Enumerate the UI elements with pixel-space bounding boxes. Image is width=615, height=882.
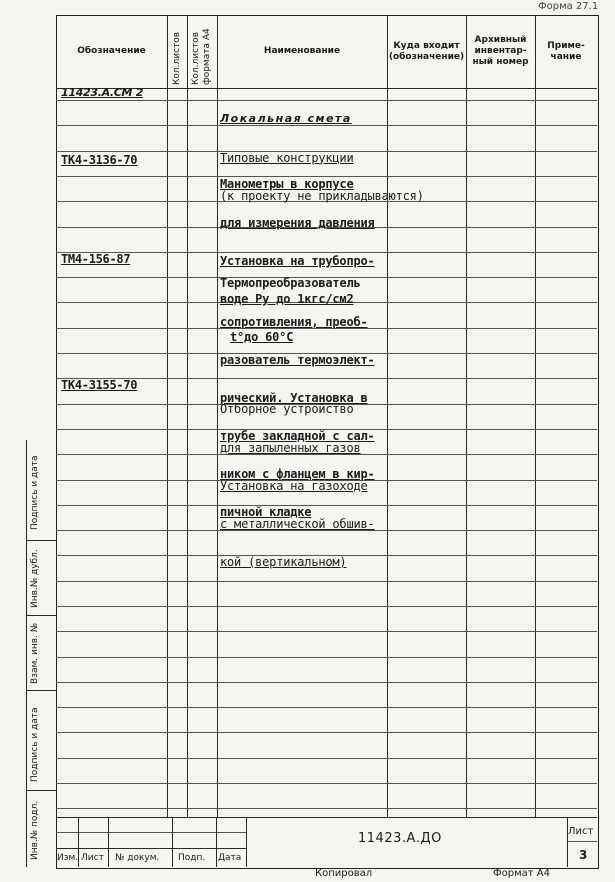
table-row-line	[56, 758, 597, 759]
table-row-line	[56, 732, 597, 733]
sheet-number: 3	[579, 848, 588, 862]
header-where-included: Куда входит (обозначение)	[388, 40, 465, 62]
tb-col	[216, 817, 217, 867]
side-divider	[26, 615, 56, 616]
entry-name-line: сопротивления, преоб-	[220, 314, 368, 329]
header-sheets-format: Кол.листов формата А4	[191, 28, 212, 85]
entry-name-line: Манометры в корпусе	[220, 177, 354, 192]
tb-label-izm: Изм.	[57, 853, 79, 863]
entry-name-line: ником с фланцем в кир-	[220, 466, 375, 481]
title-block-top	[56, 817, 597, 818]
entry-name-line: воде Ру до 1кгс/см2	[220, 291, 354, 306]
header-archive-number: Архивный инвентар-ный номер	[472, 35, 529, 67]
entry-name-line: трубе закладной с сал-	[220, 428, 375, 443]
entry-name-line: пичной кладке	[220, 505, 312, 520]
table-row-line	[56, 606, 597, 607]
table-row-line	[56, 783, 597, 784]
title-block-row	[56, 832, 246, 833]
entry-name-line: с металлической обшив-	[220, 516, 375, 531]
tb-label-list: Лист	[81, 853, 104, 863]
table-row-line	[56, 808, 597, 809]
header-sheets-count: Кол.листов	[172, 31, 182, 85]
entry-name-line: Типовые конструкции	[220, 150, 354, 165]
entry-name-line: Отборное устройство	[220, 402, 354, 417]
tb-label-doc: № докум.	[115, 853, 160, 863]
footer-format: Формат А4	[493, 868, 550, 879]
side-label-inv-dubl: Инв.№ дубл.	[30, 549, 40, 608]
col-line-1	[167, 15, 168, 817]
col-line-2	[187, 15, 188, 817]
entry-name-line: рический. Установка в	[220, 390, 368, 405]
tb-label-sign: Подп.	[178, 853, 206, 863]
table-row-line	[56, 657, 597, 658]
tb-col	[108, 817, 109, 867]
tb-col	[246, 817, 247, 867]
entry-name	[220, 378, 375, 581]
side-label-signature-date-2: Подпись и дата	[30, 707, 40, 782]
form-label: Форма 27.1	[538, 1, 599, 12]
entry-name-line: Термопреобразователь	[220, 276, 361, 291]
entry-name-line: Установка на трубопро-	[220, 253, 375, 268]
side-label-vzam-inv: Взам. инв. №	[30, 622, 40, 684]
header-name: Наименование	[263, 46, 341, 56]
entry-designation: ТК4-3136-70	[61, 153, 138, 167]
side-label-inv-podl: Инв.№ подл.	[30, 800, 40, 860]
tb-col	[172, 817, 173, 867]
col-line-5	[466, 15, 467, 817]
col-line-6	[535, 15, 536, 817]
entry-name-line: Локальная смета	[220, 112, 352, 126]
sheet-label: Лист	[568, 826, 594, 837]
document-code: 11423.А.ДО	[358, 831, 442, 846]
entry-designation: ТМ4-156-87	[61, 252, 131, 266]
header-designation: Обозначение	[77, 46, 146, 56]
entry-name-line: (к проекту не прикладываются)	[220, 188, 424, 203]
header-note: Приме-чание	[547, 40, 585, 62]
entry-name-line: для измерения давления	[220, 215, 375, 230]
side-divider	[26, 690, 56, 691]
table-row-line	[56, 707, 597, 708]
title-block-row	[56, 848, 246, 849]
title-block-row	[567, 841, 597, 842]
tb-label-date: Дата	[218, 853, 242, 863]
side-divider	[26, 540, 56, 541]
table-row-line	[56, 682, 597, 683]
entry-designation: 11423.А.СМ 2	[61, 86, 144, 99]
footer-copied: Копировал	[315, 868, 373, 879]
entry-name-line: кой (вертикальном)	[220, 554, 347, 569]
entry-designation: ТК4-3155-70	[61, 378, 138, 392]
col-line-3	[217, 15, 218, 817]
table-row-line	[56, 631, 597, 632]
tb-col	[567, 817, 568, 867]
entry-name-line: для запыленных газов	[220, 440, 361, 455]
entry-name-line: разователь термоэлект-	[220, 352, 375, 367]
entry-name-line: t°до 60°С	[230, 329, 294, 344]
entry-name-line: Установка на газоходе	[220, 478, 368, 493]
side-label-signature-date: Подпись и дата	[30, 455, 40, 530]
side-divider	[26, 790, 56, 791]
